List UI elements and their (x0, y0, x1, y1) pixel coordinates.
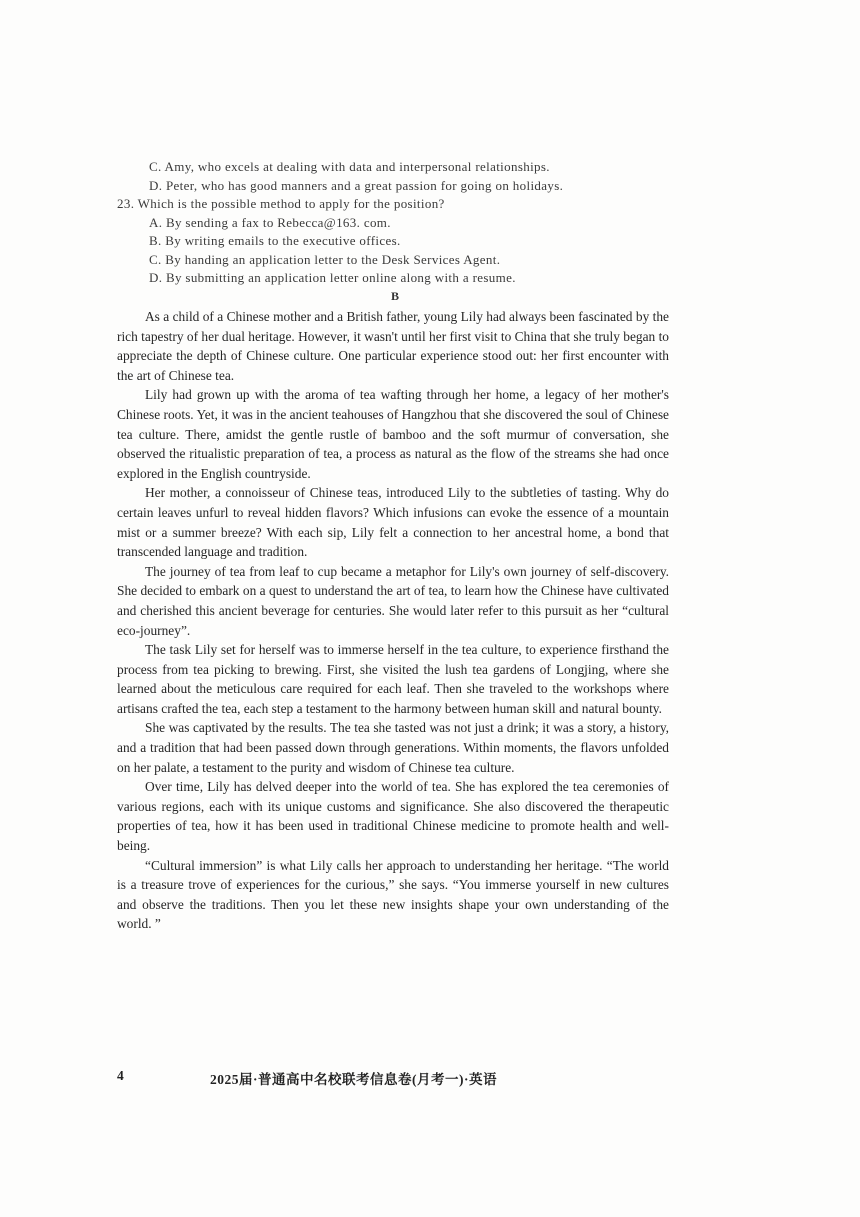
previous-questions-block (117, 158, 677, 288)
q23-option-a: A. By sending a fax to Rebecca@163. com. (149, 214, 391, 230)
q23-option-c: C. By handing an application letter to the Desk Services Agent. (149, 251, 501, 267)
passage-paragraph: Over time, Lily has delved deeper into the world of tea. She has explored the tea ceremonies of various regions, each with its unique customs and significance. She also discovered the therapeutic properties of tea, how it has been used in traditional Chinese medicine to promote health and well-being. (117, 779, 669, 854)
q22-option-c: C. Amy, who excels at dealing with data and interpersonal relationships. (149, 159, 550, 174)
q23-stem: 23. Which is the possible method to apply for the position? (117, 196, 445, 211)
exam-title: 2025届·普通高中名校联考信息卷(月考一)·英语 (210, 1072, 497, 1087)
passage-paragraph: She was captivated by the results. The tea she tasted was not just a drink; it was a story, a history, and a tradition that had been passed down through generations. Within moments, the flavors unfolded on her palate, a testament to the purity and wisdom of Chinese tea culture. (117, 720, 669, 775)
passage-paragraph: “Cultural immersion” is what Lily calls her approach to understanding her heritage. “The world is a treasure trove of experiences for the curious,” she says. “You immerse yourself in new cultures and observe the traditions. Then you let these new insights shape your own understanding of the world. ” (117, 857, 669, 932)
reading-passage (117, 307, 669, 934)
passage-paragraph: Her mother, a connoisseur of Chinese teas, introduced Lily to the subtleties of tasting. Why do certain leaves unfurl to reveal hidden flavors? Which infusions can evoke the essence of a mountain mist or a summer breeze? With each sip, Lily felt a connection to her ancestral home, a bond that transcended language and tradition. (117, 485, 669, 560)
passage-paragraph: The task Lily set for herself was to immerse herself in the tea culture, to experience firsthand the process from tea picking to brewing. First, she visited the lush tea gardens of Longjing, where she learned about the meticulous care required for each leaf. Then she traveled to the workshops where artisans crafted the tea, each step a testament to the harmony between human skill and natural bounty. (117, 642, 669, 716)
passage-paragraph: The journey of tea from leaf to cup became a metaphor for Lily's own journey of self-discovery. She decided to embark on a quest to understand the art of tea, to learn how the Chinese have cultivated and cherished this ancient beverage for centuries. She would later refer to this pursuit as her “cultural eco-journey”. (117, 563, 669, 638)
passage-paragraph: Lily had grown up with the aroma of tea wafting through her home, a legacy of her mother's Chinese roots. Yet, it was in the ancient teahouses of Hangzhou that she discovered the soul of Chinese tea culture. There, amidst the gentle rustle of bamboo and the soft murmur of conversation, she observed the ritualistic preparation of tea, a process as natural as the flow of the streams she had once explored in the English countryside. (117, 387, 669, 481)
section-heading: B (390, 289, 399, 303)
q22-option-d: D. Peter, who has good manners and a great passion for going on holidays. (149, 177, 564, 193)
page-number: 4 (117, 1068, 124, 1083)
q23-option-d: D. By submitting an application letter online along with a resume. (149, 270, 516, 285)
q23-option-b: B. By writing emails to the executive offices. (149, 233, 401, 248)
passage-paragraph: As a child of a Chinese mother and a British father, young Lily had always been fascinated by the rich tapestry of her dual heritage. However, it wasn't until her first visit to China that she truly began to appreciate the depth of Chinese culture. One particular experience stood out: her first encounter with the art of Chinese tea. (117, 309, 669, 383)
